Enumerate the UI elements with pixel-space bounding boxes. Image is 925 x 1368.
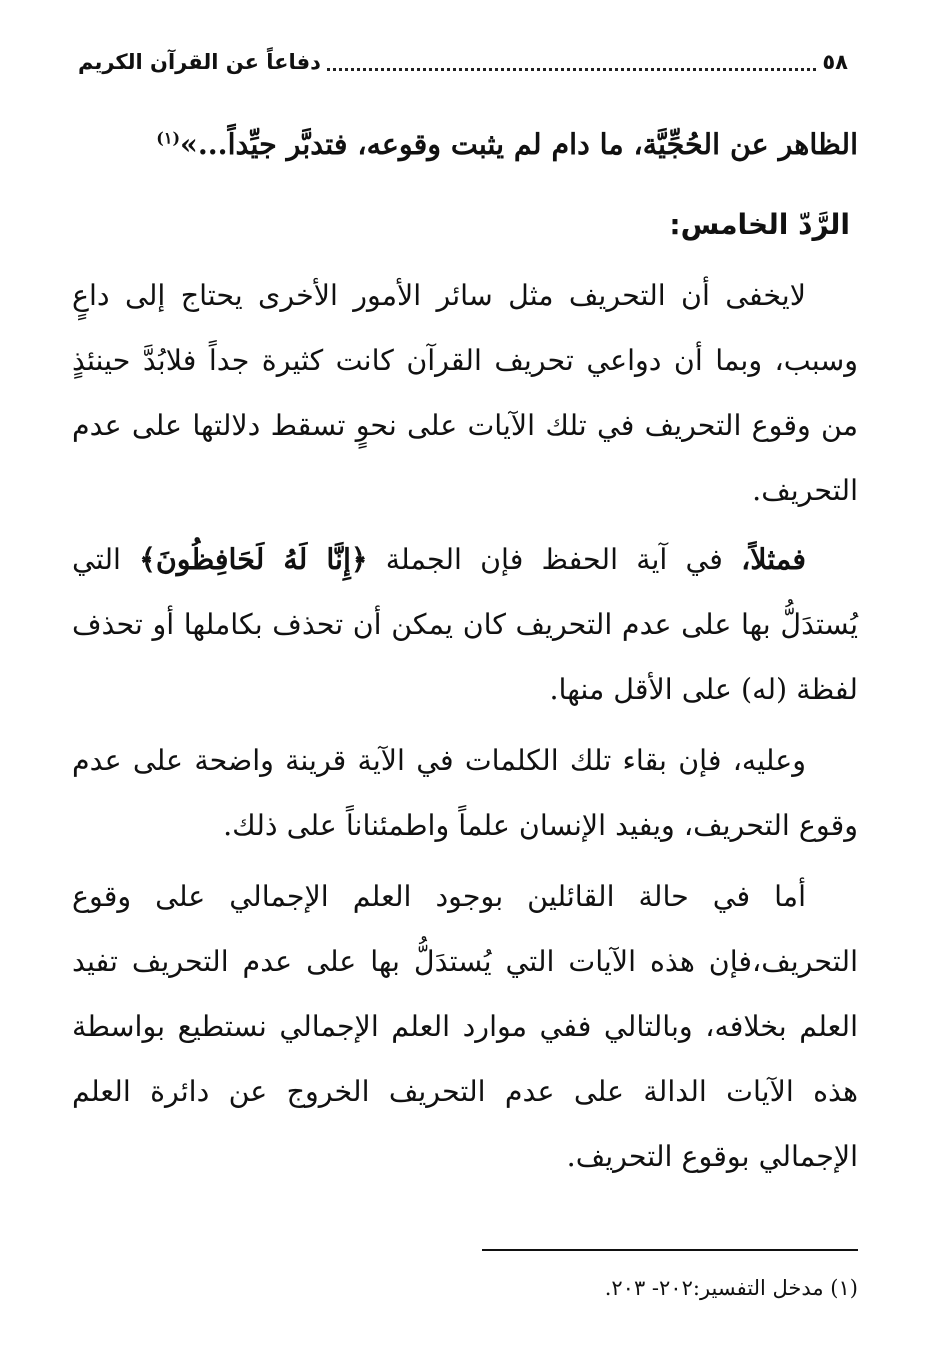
footnote-reference: (١) (156, 128, 181, 148)
page-number: ٥٨ (822, 50, 848, 74)
header-dot-leader (327, 54, 816, 71)
paragraph-1: لايخفى أن التحريف مثل سائر الأمور الأخرى يحتاج إلى داعٍ وسبب، وبما أن دواعي تحريف القرآن كانت كثيرة جداً فلابُدَّ حينئذٍ من وقوع التحريف في تلك الآيات على نحوٍ تسقط دلالتها على عدم التحريف. (72, 279, 858, 507)
continuation-text: الظاهر عن الحُجِّيَّة، ما دام لم يثبت وقوعه، فتدبَّر جيِّداً...» (180, 127, 858, 161)
paragraph-2-before-verse: في آية الحفظ فإن الجملة (385, 543, 723, 576)
quran-verse: ﴿إِنَّا لَهُ لَحَافِظُونَ﴾ (139, 542, 368, 576)
paragraph-3: وعليه، فإن بقاء تلك الكلمات في الآية قرينة واضحة على عدم وقوع التحريف، ويفيد الإنسان علماً واطمئناناً على ذلك. (72, 744, 858, 842)
section-heading: الرَّدّ الخامس: (669, 208, 850, 241)
footnote: (١) مدخل التفسير:٢٠٢- ٢٠٣. (604, 1276, 858, 1300)
paragraph-4: أما في حالة القائلين بوجود العلم الإجمالي على وقوع التحريف،فإن هذه الآيات التي يُستدَلُّ بها على عدم التحريف تفيد العلم بخلافه، وبالتالي ففي موارد العلم الإجمالي نستطيع بواسطة هذه الآيات الدالة على عدم التحريف الخروج عن دائرة العلم الإجمالي بوقوع التحريف. (72, 880, 858, 1173)
running-header (78, 40, 848, 84)
paragraph-2-lead: فمثلاً، (741, 542, 806, 576)
book-title: دفاعاً عن القرآن الكريم (78, 50, 321, 74)
paragraph-2 (72, 527, 858, 722)
continuation-line (72, 112, 858, 177)
paragraph-2-after-verse: التي يُستدَلُّ بها على عدم التحريف كان يمكن أن تحذف بكاملها أو تحذف لفظة (له) على الأقل منها. (72, 543, 858, 706)
footnote-separator (482, 1249, 858, 1251)
body-text (72, 112, 858, 1193)
